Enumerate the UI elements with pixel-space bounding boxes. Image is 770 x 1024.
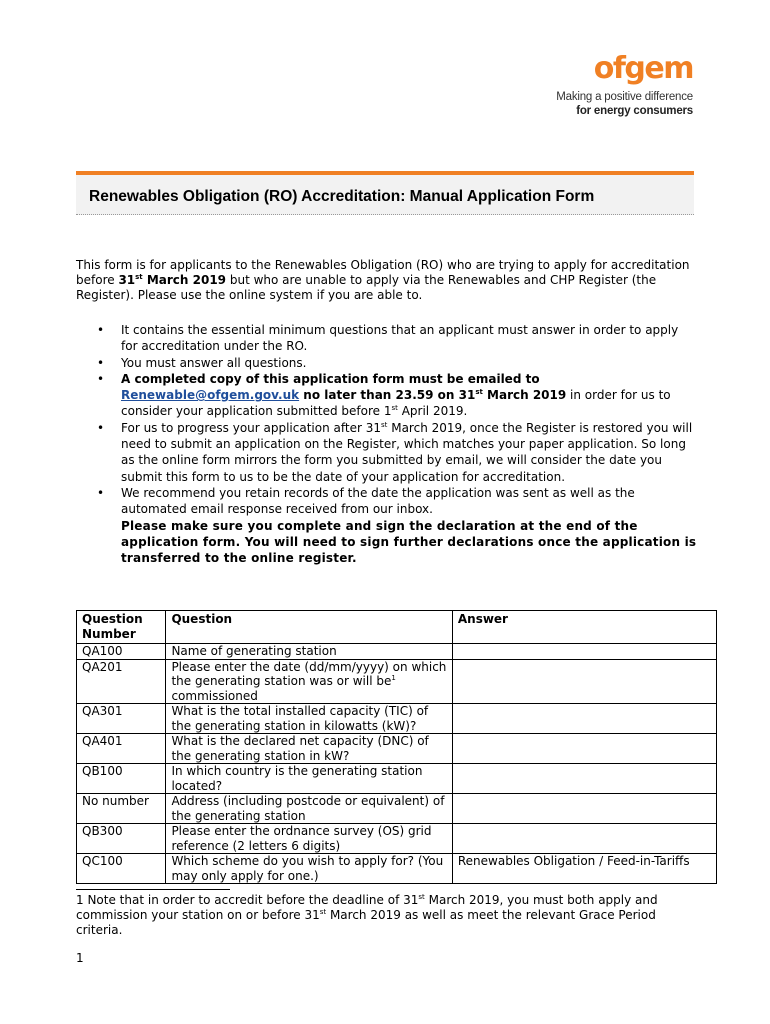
- table-row: [77, 764, 717, 794]
- answer-cell[interactable]: [452, 794, 716, 824]
- table-row: [77, 734, 717, 764]
- question-text: What is the total installed capacity (TIC) of the generating station in kilowatts (kW)?: [166, 704, 452, 734]
- question-table: [76, 610, 717, 884]
- answer-cell[interactable]: [452, 734, 716, 764]
- list-item: • We recommend you retain records of the date the application was sent as well as the automated email response received from our inbox.: [97, 485, 697, 518]
- question-number: No number: [77, 794, 166, 824]
- intro-paragraph: [76, 258, 696, 303]
- question-number: QB300: [77, 824, 166, 854]
- question-number: QA100: [77, 644, 166, 660]
- table-row: [77, 824, 717, 854]
- intro-text-1: This form is for applicants to the Renewables Obligation (RO) who are trying to apply for accreditation before: [76, 258, 690, 287]
- list-item-emphasis: Please make sure you complete and sign the declaration at the end of the application form. You will need to sign further declarations once the application is transferred to the online register.: [121, 518, 697, 566]
- list-item: • A completed copy of this application form must be emailed to Renewable@ofgem.gov.uk no later than 23.59 on 31st March 2019 in order for us to consider your application submitted before 1st April 2019.: [97, 371, 697, 420]
- question-text: Please enter the ordnance survey (OS) grid reference (2 letters 6 digits): [166, 824, 452, 854]
- logo-wordmark: ofgem: [593, 51, 693, 86]
- ofgem-logo: [556, 52, 693, 118]
- header-answer: Answer: [452, 611, 716, 644]
- header-question: Question: [166, 611, 452, 644]
- title-banner: [76, 171, 694, 215]
- question-text: What is the declared net capacity (DNC) of the generating station in kW?: [166, 734, 452, 764]
- question-text: Address (including postcode or equivalent) of the generating station: [166, 794, 452, 824]
- intro-date: 31st March 2019: [118, 273, 227, 287]
- list-item: • For us to progress your application after 31st March 2019, once the Register is restored you will need to submit an application on the Register, which matches your paper application. So long as the online form mirrors the form you submitted by email, we will consider the date you submit this form to us to be the date of your application for accreditation.: [97, 420, 697, 485]
- answer-cell[interactable]: [452, 764, 716, 794]
- page-number: 1: [76, 951, 84, 965]
- email-link[interactable]: Renewable@ofgem.gov.uk: [121, 388, 300, 403]
- table-header-row: [77, 611, 717, 644]
- question-number: QC100: [77, 854, 166, 884]
- table-row: [77, 659, 717, 704]
- list-item: • It contains the essential minimum questions that an applicant must answer in order to apply for accreditation under the RO.: [97, 322, 697, 355]
- question-number: QA201: [77, 659, 166, 704]
- intro-text-2: but who are unable to apply via the Renewables and CHP Register (the Register). Please use the online system if you are able to.: [76, 273, 657, 302]
- table-row: [77, 794, 717, 824]
- question-text: Please enter the date (dd/mm/yyyy) on which the generating station was or will $be^1$ commissioned: [166, 659, 452, 704]
- logo-tagline-2: for energy consumers: [576, 105, 693, 117]
- page-title: Renewables Obligation (RO) Accreditation: Manual Application Form: [89, 188, 595, 205]
- list-item: • You must answer all questions.: [97, 355, 697, 371]
- instruction-list: [97, 322, 697, 566]
- table-row: [77, 644, 717, 660]
- table-row: [77, 854, 717, 884]
- header-question-number: Question Number: [77, 611, 166, 644]
- question-number: QA301: [77, 704, 166, 734]
- logo-tagline-1: Making a positive difference: [556, 91, 693, 103]
- footnote-separator: [76, 889, 230, 890]
- question-text: Which scheme do you wish to apply for? (You may only apply for one.): [166, 854, 452, 884]
- table-row: [77, 704, 717, 734]
- question-text: Name of generating station: [166, 644, 452, 660]
- question-text: In which country is the generating station located?: [166, 764, 452, 794]
- answer-cell[interactable]: [452, 659, 716, 704]
- question-number: QA401: [77, 734, 166, 764]
- answer-cell[interactable]: [452, 824, 716, 854]
- answer-cell[interactable]: [452, 644, 716, 660]
- footnote: 1 Note that in order to accredit before the deadline of 31st March 2019, you must both apply and commission your station on or before 31st March 2019 as well as meet the relevant Grace Period criteria.: [76, 893, 658, 937]
- answer-cell[interactable]: Renewables Obligation / Feed-in-Tariffs: [452, 854, 716, 884]
- question-number: QB100: [77, 764, 166, 794]
- answer-cell[interactable]: [452, 704, 716, 734]
